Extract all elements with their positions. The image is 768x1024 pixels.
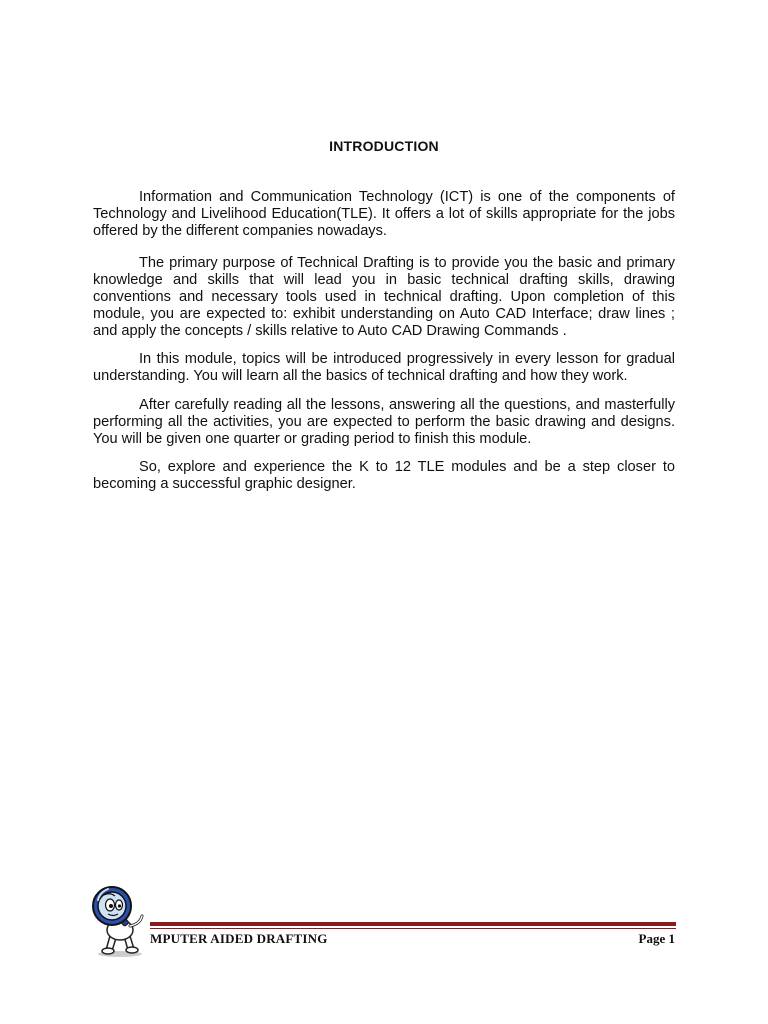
paragraph-3: In this module, topics will be introduced progressively in every lesson for gradual understanding. You will learn all the basics of technical drafting and how they work. — [93, 351, 675, 385]
body-text — [93, 189, 675, 493]
paragraph-2: The primary purpose of Technical Drafting is to provide you the basic and primary knowledge and skills that will lead you in basic technical drafting skills, drawing conventions and necessary tools used in technical drafting. Upon completion of this module, you are expected to: exhibit understanding on Auto CAD Interface; draw lines ; and apply the concepts / skills relative to Auto CAD Drawing Commands . — [93, 255, 675, 339]
page-number: Page 1 — [638, 931, 675, 946]
footer-title: MPUTER AIDED DRAFTING — [150, 931, 328, 946]
footer-rule-thin — [150, 928, 676, 929]
footer-rule-thick — [150, 922, 676, 926]
paragraph-5: So, explore and experience the K to 12 TLE modules and be a step closer to becoming a successful graphic designer. — [93, 459, 675, 493]
magnifying-glass-mascot-icon — [80, 880, 160, 960]
paragraph-4: After carefully reading all the lessons, answering all the questions, and masterfully performing all the activities, you are expected to perform the basic drawing and designs. You will be given one quarter or grading period to finish this module. — [93, 396, 675, 447]
paragraph-1: Information and Communication Technology (ICT) is one of the components of Technology and Livelihood Education(TLE). It offers a lot of skills appropriate for the jobs offered by the different companies nowadays. — [93, 189, 675, 239]
page-heading: INTRODUCTION — [329, 138, 439, 154]
